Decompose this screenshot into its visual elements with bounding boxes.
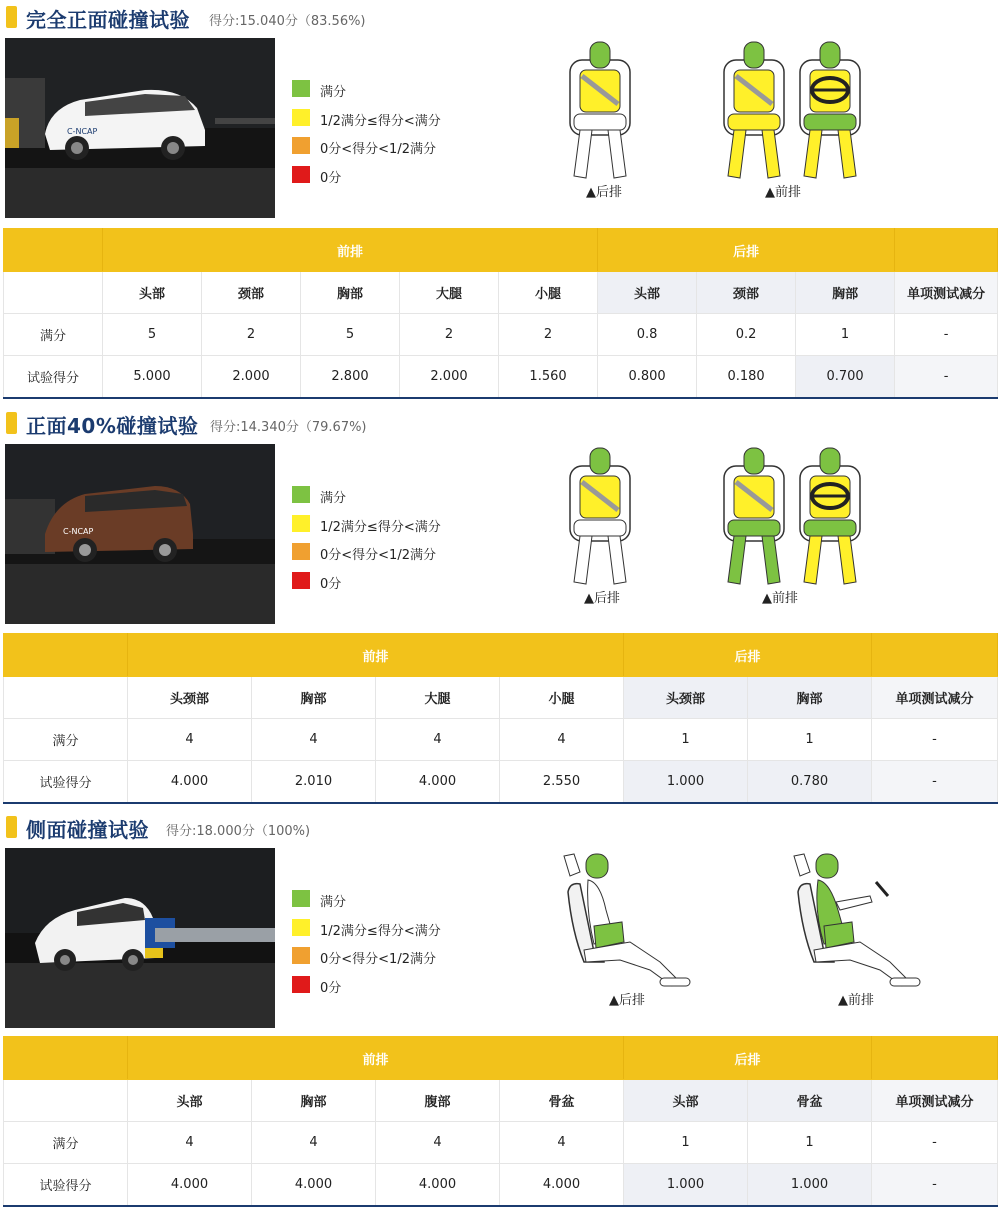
section-score: 得分:14.340分（79.67%) <box>210 420 367 435</box>
score-table <box>3 1036 998 1207</box>
group-rear-header: 后排 <box>598 229 895 272</box>
col-header: 胸部 <box>748 677 872 719</box>
row-label: 试验得分 <box>4 761 128 803</box>
section-score: 得分:18.000分（100%) <box>166 824 311 839</box>
table-cell: 1.000 <box>624 761 748 803</box>
col-header: 小腿 <box>500 677 624 719</box>
col-header: 头部 <box>128 1080 252 1122</box>
col-header: 头颈部 <box>128 677 252 719</box>
col-header: 大腿 <box>400 272 499 314</box>
row-label: 满分 <box>4 314 103 356</box>
col-header: 头部 <box>624 1080 748 1122</box>
section-header <box>0 0 1000 34</box>
dummy-front-icon <box>718 40 868 185</box>
table-cell: 2 <box>202 314 301 356</box>
col-header: 颈部 <box>202 272 301 314</box>
table-cell: 4 <box>376 1122 500 1164</box>
table-cell: 4 <box>128 719 252 761</box>
table-cell: 4.000 <box>128 761 252 803</box>
dummy-front-icon <box>718 446 868 591</box>
section-offset-frontal: 正面40%碰撞试验 得分:14.340分（79.67%) C-NCAP 满分 1/2满分≤得分<满分 0分<得分<1/2满分 0分 ▲后排 ▲前排 前排 后排 头颈部 胸部 大腿 小腿 头颈部 胸部 单项测试减分 满分 4 4 4 4 1 1 - 试验得分 4.000 2.010 4.000 2.550 1.000 0.780 - <box>0 406 1000 806</box>
caption-front: ▲前排 <box>762 591 798 606</box>
table-cell: 2.550 <box>500 761 624 803</box>
caption-front: ▲前排 <box>838 993 874 1008</box>
table-cell: 2.000 <box>202 356 301 398</box>
table-cell: 4.000 <box>376 1164 500 1206</box>
table-cell: - <box>872 1122 998 1164</box>
section-title: 完全正面碰撞试验 <box>26 8 190 32</box>
group-front-header: 前排 <box>128 1037 624 1080</box>
col-header: 单项测试减分 <box>895 272 998 314</box>
dummy-rear-icon <box>560 40 640 185</box>
row-label: 满分 <box>4 1122 128 1164</box>
dummy-side-front-icon <box>790 852 940 992</box>
col-header: 单项测试减分 <box>872 677 998 719</box>
crash-photo <box>5 38 275 218</box>
section-header <box>0 810 1000 844</box>
col-header: 骨盆 <box>748 1080 872 1122</box>
table-cell: 4 <box>252 1122 376 1164</box>
section-title: 正面40%碰撞试验 <box>26 414 199 438</box>
section-score: 得分:15.040分（83.56%) <box>209 14 366 29</box>
col-header: 头部 <box>598 272 697 314</box>
section-marker <box>6 6 17 28</box>
row-label: 试验得分 <box>4 356 103 398</box>
table-cell: - <box>872 761 998 803</box>
table-corner <box>4 229 103 272</box>
table-cell: 0.800 <box>598 356 697 398</box>
table-cell: 1.000 <box>624 1164 748 1206</box>
table-cell: 0.180 <box>697 356 796 398</box>
dummy-rear-icon <box>560 446 640 591</box>
col-header: 胸部 <box>796 272 895 314</box>
col-header: 头部 <box>103 272 202 314</box>
col-header: 胸部 <box>252 1080 376 1122</box>
table-cell: 2 <box>400 314 499 356</box>
table-cell: 4 <box>500 1122 624 1164</box>
table-cell: 5.000 <box>103 356 202 398</box>
col-header: 骨盆 <box>500 1080 624 1122</box>
table-cell: - <box>872 1164 998 1206</box>
group-front-header: 前排 <box>103 229 598 272</box>
table-cell: 4 <box>376 719 500 761</box>
table-cell: - <box>872 719 998 761</box>
col-header: 腹部 <box>376 1080 500 1122</box>
table-cell: 5 <box>301 314 400 356</box>
crash-photo <box>5 444 275 624</box>
table-cell: 4.000 <box>128 1164 252 1206</box>
score-table <box>3 228 998 399</box>
table-cell: 1 <box>796 314 895 356</box>
photo-label: C-NCAP <box>67 127 98 136</box>
table-cell: 1 <box>624 1122 748 1164</box>
section-title: 侧面碰撞试验 <box>26 818 149 842</box>
table-cell: 1 <box>748 719 872 761</box>
table-cell: 4.000 <box>376 761 500 803</box>
section-marker <box>6 816 17 838</box>
table-cell: 1 <box>748 1122 872 1164</box>
table-cell: 0.780 <box>748 761 872 803</box>
photo-label: C-NCAP <box>63 527 94 536</box>
col-header: 胸部 <box>252 677 376 719</box>
table-corner <box>4 1037 128 1080</box>
table-cell: 4.000 <box>252 1164 376 1206</box>
table-cell: - <box>895 314 998 356</box>
crash-photo <box>5 848 275 1028</box>
table-cell: 0.8 <box>598 314 697 356</box>
row-label: 试验得分 <box>4 1164 128 1206</box>
table-cell: 0.2 <box>697 314 796 356</box>
table-cell: 5 <box>103 314 202 356</box>
table-cell: 0.700 <box>796 356 895 398</box>
group-front-header: 前排 <box>128 634 624 677</box>
table-cell: 4 <box>252 719 376 761</box>
table-cell: 1.000 <box>748 1164 872 1206</box>
col-header: 头颈部 <box>624 677 748 719</box>
caption-rear: ▲后排 <box>584 591 620 606</box>
table-cell: 4 <box>500 719 624 761</box>
caption-rear: ▲后排 <box>609 993 645 1008</box>
col-header: 小腿 <box>499 272 598 314</box>
col-header: 大腿 <box>376 677 500 719</box>
table-corner <box>4 634 128 677</box>
col-header: 胸部 <box>301 272 400 314</box>
table-cell: 2.000 <box>400 356 499 398</box>
table-cell: - <box>895 356 998 398</box>
score-table <box>3 633 998 804</box>
table-cell: 4 <box>128 1122 252 1164</box>
caption-rear: ▲后排 <box>586 185 622 200</box>
section-header <box>0 406 1000 440</box>
table-cell: 2.800 <box>301 356 400 398</box>
table-cell: 2 <box>499 314 598 356</box>
table-cell: 4.000 <box>500 1164 624 1206</box>
section-full-frontal: 完全正面碰撞试验 得分:15.040分（83.56%) C-NCAP 满分 1/2满分≤得分<满分 0分<得分<1/2满分 0分 ▲后排 ▲前排 前排 后排 头部 颈部 胸部 大腿 小腿 头部 颈部 胸部 单项测试减分 满分 5 2 5 2 2 0.8 0.2 1 - 试验得分 5.000 2.000 2.800 2.000 1.560 0.800 0.180 0.700 - <box>0 0 1000 400</box>
dummy-side-rear-icon <box>560 852 710 992</box>
group-rear-header: 后排 <box>624 1037 872 1080</box>
group-rear-header: 后排 <box>624 634 872 677</box>
table-cell: 2.010 <box>252 761 376 803</box>
col-header: 单项测试减分 <box>872 1080 998 1122</box>
caption-front: ▲前排 <box>765 185 801 200</box>
section-side-impact: 侧面碰撞试验 得分:18.000分（100%) 满分 1/2满分≤得分<满分 0分<得分<1/2满分 0分 ▲后排 ▲前排 前排 后排 头部 胸部 腹部 骨盆 头部 骨盆 单项测试减分 满分 4 4 4 4 1 1 - 试验得分 4.000 4.000 4.000 4.000 1.000 1.000 - <box>0 810 1000 1214</box>
table-cell: 1.560 <box>499 356 598 398</box>
section-marker <box>6 412 17 434</box>
row-label: 满分 <box>4 719 128 761</box>
table-cell: 1 <box>624 719 748 761</box>
col-header: 颈部 <box>697 272 796 314</box>
